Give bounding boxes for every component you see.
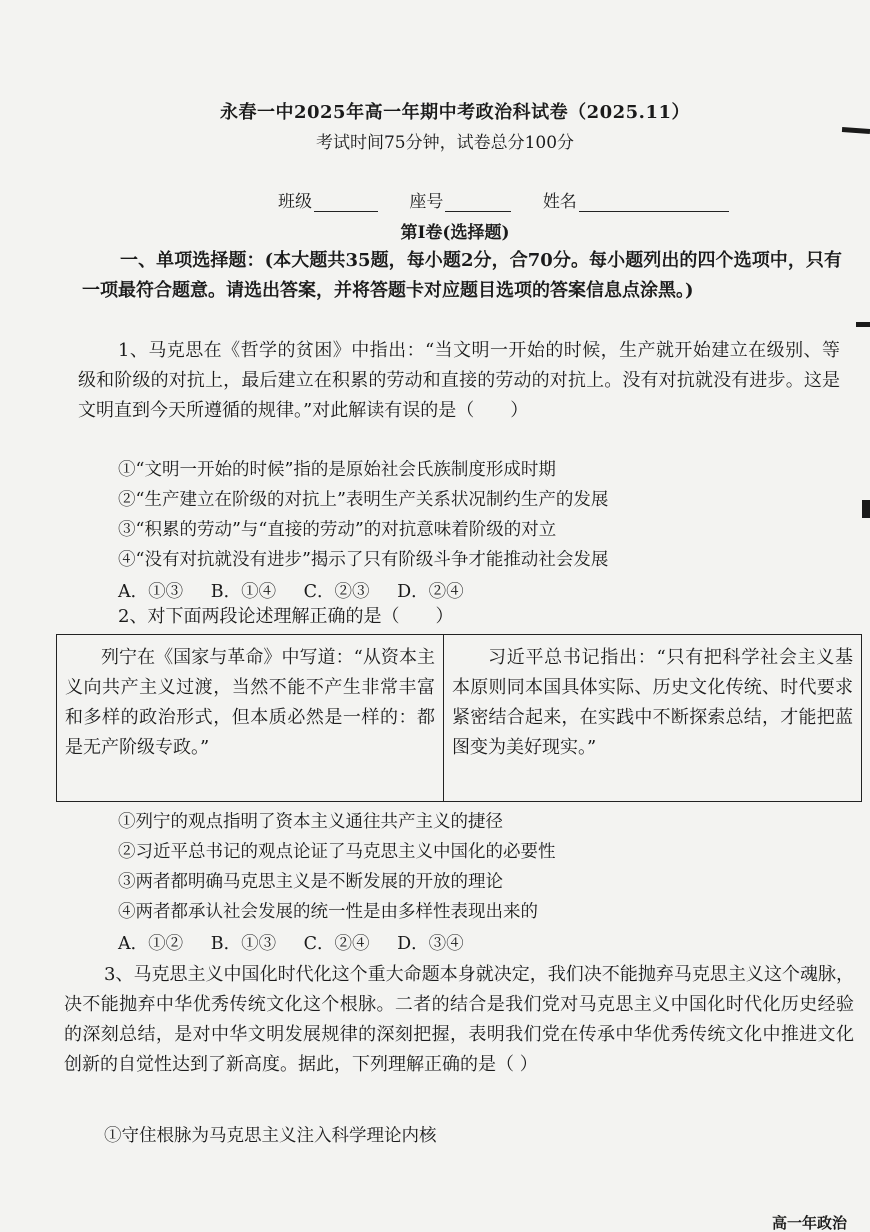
question-1-choices [118,578,482,603]
xi-quote-cell [444,635,861,801]
page-footer: 高一年政治 [772,1214,848,1232]
question-3-option: ①守住根脉为马克思主义注入科学理论内核 [104,1126,437,1146]
class-field [278,187,378,212]
question-2-option: ③两者都明确马克思主义是不断发展的开放的理论 [118,872,503,892]
exam-subtitle: 考试时间75分钟，试卷总分100分 [315,133,575,153]
seat-field [409,187,511,212]
class-blank[interactable] [314,193,378,212]
binding-mark [862,500,870,518]
seat-label: 座号 [409,192,444,212]
question-1-option: ④“没有对抗就没有进步”揭示了只有阶级斗争才能推动社会发展 [118,550,609,570]
xi-quote: 习近平总书记指出：“只有把科学社会主义基本原则同本国具体实际、历史文化传统、时代要求紧密结合起来，在实践中不断探索总结，才能把蓝图变为美好现实。” [452,647,853,758]
question-2-option: ①列宁的观点指明了资本主义通往共产主义的捷径 [118,812,503,832]
question-1-option: ③“积累的劳动”与“直接的劳动”的对抗意味着阶级的对立 [118,520,557,540]
question-2-choices [118,930,482,955]
question-3-stem [64,960,854,1080]
choice-d[interactable]: D．③④ [397,934,464,954]
choice-d[interactable]: D．②④ [397,582,464,602]
question-1-stem [78,336,840,426]
section-title: 第Ⅰ卷(选择题) [400,223,510,243]
choice-a[interactable]: A．①③ [118,582,184,602]
question-2-option: ④两者都承认社会发展的统一性是由多样性表现出来的 [118,902,538,922]
lenin-quote: 列宁在《国家与革命》中写道：“从资本主义向共产主义过渡，当然不能不产生非常丰富和多样的政治形式，但本质必然是一样的：都是无产阶级专政。” [65,647,435,758]
student-info-row [278,187,818,212]
choice-c[interactable]: C．②③ [303,582,370,602]
class-label: 班级 [278,192,312,212]
question-2-stem: 2、对下面两段论述理解正确的是（ ） [118,606,454,627]
name-label: 姓名 [542,192,577,212]
section-instructions: 一、单项选择题：(本大题共35题，每小题2分，合70分。每小题列出的四个选项中，只有一项最符合题意。请选出答案，并将答题卡对应题目选项的答案信息点涂黑。) [82,250,842,301]
question-1-option: ②“生产建立在阶级的对抗上”表明生产关系状况制约生产的发展 [118,490,609,510]
question-3-text: 3、马克思主义中国化时代化这个重大命题本身就决定，我们决不能抛弃马克思主义这个魂脉，决不能抛弃中华优秀传统文化这个根脉。二者的结合是我们党对马克思主义中国化时代化历史经验的深刻总结，是对中华文明发展规律的深刻把握，表明我们党在传承中华优秀传统文化中推进文化创新的自觉性达到了新高度。据此，下列理解正确的是（ ） [64,964,854,1075]
question-1-text: 1、马克思在《哲学的贫困》中指出：“当文明一开始的时候，生产就开始建立在级别、等级和阶级的对抗上，最后建立在积累的劳动和直接的劳动的对抗上。没有对抗就没有进步。这是文明直到今天所遵循的规律。”对此解读有误的是（ ） [78,340,840,421]
lenin-quote-cell [57,635,444,801]
choice-c[interactable]: C．②④ [303,934,370,954]
question-2-option: ②习近平总书记的观点论证了马克思主义中国化的必要性 [118,842,556,862]
name-blank[interactable] [579,193,729,212]
quote-table [56,634,862,802]
question-1-option: ①“文明一开始的时候”指的是原始社会氏族制度形成时期 [118,460,556,480]
binding-mark [856,322,870,327]
name-field [543,187,729,212]
choice-a[interactable]: A．①② [118,934,184,954]
choice-b[interactable]: B．①④ [210,582,277,602]
exam-title: 永春一中2025年高一年期中考政治科试卷（2025.11） [219,102,690,123]
seat-blank[interactable] [445,193,511,212]
choice-b[interactable]: B．①③ [210,934,277,954]
